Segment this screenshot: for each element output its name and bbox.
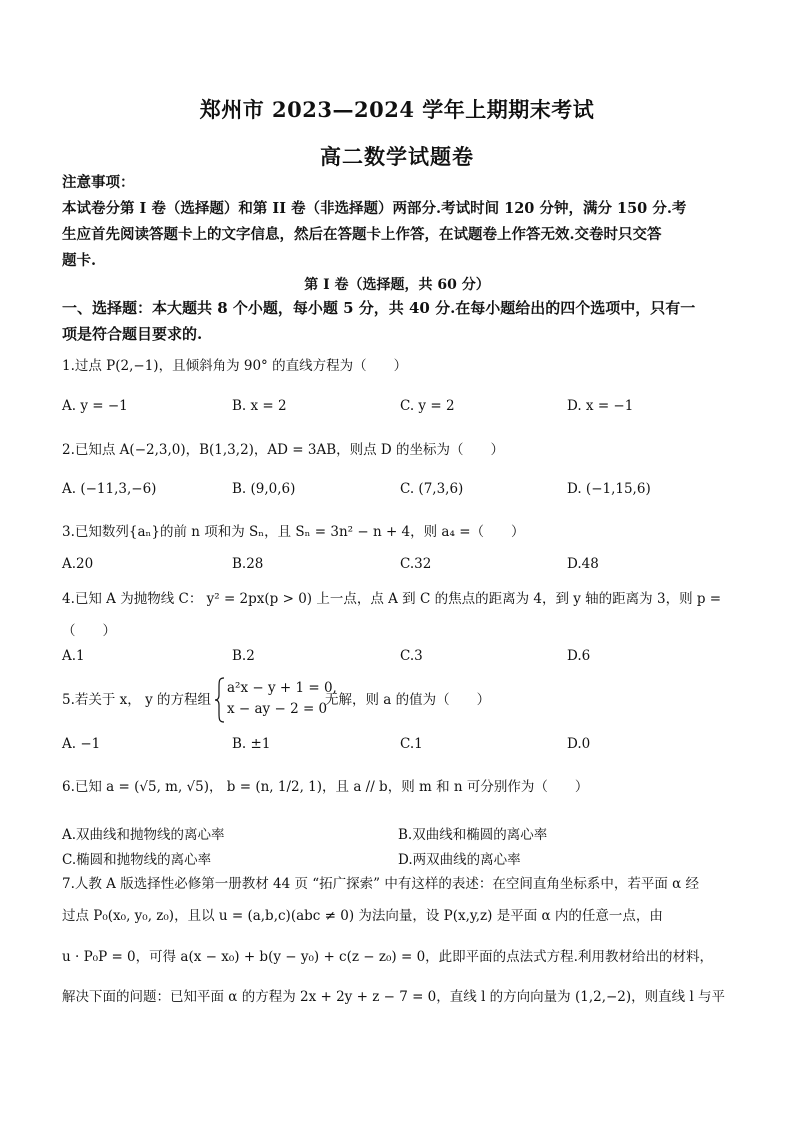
question-options <box>62 556 732 576</box>
option-c: C.3 <box>400 648 423 664</box>
option-b: B.双曲线和椭圆的离心率 <box>398 827 548 843</box>
exam-subtitle: 高二数学试题卷 <box>320 144 474 169</box>
option-a: A. y = −1 <box>62 398 128 414</box>
equation-line: x − ay − 2 = 0 <box>227 701 328 717</box>
question-stem: 1.过点 P(2,−1)，且倾斜角为 90° 的直线方程为（ ） <box>62 358 408 374</box>
question-options <box>62 481 732 501</box>
stem-prefix: 5.若关于 x， y 的方程组 <box>62 692 211 708</box>
option-c: C. y = 2 <box>400 398 455 414</box>
option-d: D. (−1,15,6) <box>567 481 651 497</box>
equation-line: a²x − y + 1 = 0, <box>227 680 337 696</box>
question-options <box>62 648 732 668</box>
option-d: D.0 <box>567 736 591 752</box>
question-options <box>62 398 732 418</box>
option-d: D.两双曲线的离心率 <box>398 852 521 868</box>
option-a: A. −1 <box>62 736 101 752</box>
option-a: A. (−11,3,−6) <box>62 481 157 497</box>
option-d: D. x = −1 <box>567 398 634 414</box>
question-stem: 2.已知点 A(−2,3,0)，B(1,3,2)，AD = 3AB，则点 D 的坐标为（ ） <box>62 442 505 458</box>
question-stem: 6.已知 a = (√5, m, √5)， b = (n, 1/2, 1)，且 a // b，则 m 和 n 可分别作为（ ） <box>62 779 589 795</box>
option-b: B. ±1 <box>232 736 271 752</box>
notice-line: 题卡. <box>62 252 97 269</box>
question-stem: （ ） <box>62 623 116 639</box>
notice-line: 生应首先阅读答题卡上的文字信息，然后在答题卡上作答，在试题卷上作答无效.交卷时只交答 <box>62 226 662 243</box>
option-a: A.20 <box>62 556 94 572</box>
option-c: C. (7,3,6) <box>400 481 464 497</box>
option-d: D.6 <box>567 648 591 664</box>
option-b: B. (9,0,6) <box>232 481 296 497</box>
part-instructions: 一、选择题：本大题共 8 个小题，每小题 5 分，共 40 分.在每小题给出的四个选项中，只有一 <box>62 299 696 317</box>
question-stem: u · P₀P = 0，可得 a(x − x₀) + b(y − y₀) + c(z − z₀) = 0，此即平面的点法式方程.利用教材给出的材料， <box>62 949 713 965</box>
option-c: C.椭圆和抛物线的离心率 <box>62 852 212 868</box>
question-stem: 4.已知 A 为抛物线 C： y² = 2px(p > 0) 上一点，点 A 到 C 的焦点的距离为 4，到 y 轴的距离为 3，则 p = <box>62 591 722 607</box>
equation-system <box>227 678 337 720</box>
left-brace-icon <box>214 677 226 723</box>
question-stem: 过点 P₀(x₀, y₀, z₀)，且以 u = (a,b,c)(abc ≠ 0) 为法向量，设 P(x,y,z) 是平面 α 内的任意一点，由 <box>62 908 663 924</box>
option-b: B.2 <box>232 648 255 664</box>
section-heading: 第 I 卷（选择题，共 60 分） <box>304 277 490 293</box>
exam-title: 郑州市 2023—2024 学年上期期末考试 <box>199 97 595 122</box>
option-a: A.双曲线和抛物线的离心率 <box>62 827 225 843</box>
notice-heading: 注意事项： <box>62 174 135 191</box>
notice-line: 本试卷分第 I 卷（选择题）和第 II 卷（非选择题）两部分.考试时间 120 分钟，满分 150 分.考 <box>62 200 687 217</box>
option-b: B. x = 2 <box>232 398 287 414</box>
option-c: C.1 <box>400 736 423 752</box>
option-d: D.48 <box>567 556 599 572</box>
question-stem: 3.已知数列{aₙ}的前 n 项和为 Sₙ，且 Sₙ = 3n² − n + 4，则 a₄ =（ ） <box>62 524 525 540</box>
stem-suffix: 无解，则 a 的值为（ ） <box>325 692 491 708</box>
option-c: C.32 <box>400 556 432 572</box>
question-stem: 7.人教 A 版选择性必修第一册教材 44 页 “拓广探索” 中有这样的表述：在空间直角坐标系中，若平面 α 经 <box>62 876 700 892</box>
question-stem: 解决下面的问题：已知平面 α 的方程为 2x + 2y + z − 7 = 0，直线 l 的方向向量为 (1,2,−2)，则直线 l 与平 <box>62 989 726 1005</box>
part-instructions: 项是符合题目要求的. <box>62 325 203 343</box>
option-a: A.1 <box>62 648 85 664</box>
question-options <box>62 736 732 756</box>
option-b: B.28 <box>232 556 264 572</box>
